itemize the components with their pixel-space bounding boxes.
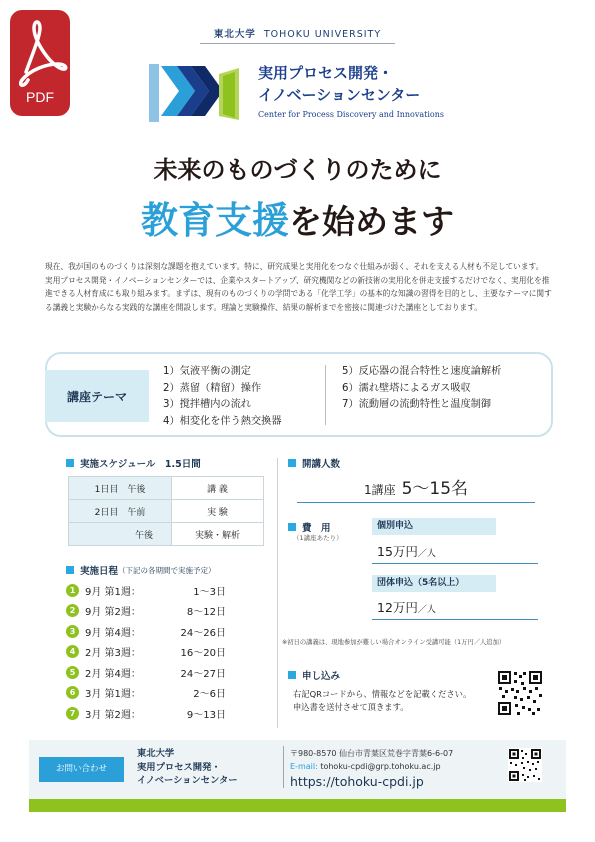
- contact-address-block: [290, 748, 453, 773]
- date-week: 2月 第3週：: [85, 648, 141, 660]
- fee-title: [288, 520, 331, 534]
- contact-email-row: [290, 761, 453, 774]
- contact-address: 〒980-8570 仙台市青葉区荒巻字青葉6-6-07: [290, 749, 454, 758]
- theme-divider: [325, 365, 326, 425]
- schedule-title: [66, 456, 201, 470]
- theme-label: 講座テーマ: [45, 370, 149, 422]
- center-name-line1: 実用プロセス開発・: [258, 64, 394, 82]
- theme-item: 2）蒸留（精留）操作: [163, 382, 262, 394]
- theme-item: 4）相変化を伴う熱交換器: [163, 415, 282, 427]
- date-week: 9月 第2週：: [85, 607, 141, 619]
- date-range: 16〜20日: [180, 648, 226, 660]
- intro-paragraph-1: 現在、我が国のものづくりは深刻な課題を抱えています。特に、研究成果と実用化をつなぐ仕組みが弱く、それを支える人材も不足しています。: [45, 262, 544, 271]
- dates-list: [66, 580, 226, 724]
- fee-underline: [372, 563, 538, 564]
- list-item: [66, 601, 226, 622]
- square-bullet-icon: [288, 459, 296, 467]
- number-badge: 4: [66, 645, 79, 658]
- capacity-title-text: 開講人数: [302, 459, 341, 470]
- table-row: [69, 523, 264, 546]
- list-item: [66, 642, 226, 663]
- fee-individual-amount: 15万円: [377, 544, 418, 559]
- list-item: [66, 621, 226, 642]
- apply-title: [288, 668, 340, 682]
- date-range: 24〜27日: [180, 668, 226, 680]
- schedule-key: 2日目 午前: [69, 500, 172, 523]
- date-week: 3月 第2週：: [85, 709, 141, 721]
- schedule-key: 1日目 午後: [69, 477, 172, 500]
- number-badge: 3: [66, 625, 79, 638]
- fee-group-price: [377, 598, 436, 616]
- footer-accent-bar: [29, 799, 566, 812]
- apply-line: 申込書を送付させて頂きます。: [293, 702, 409, 712]
- theme-item: 5）反応器の混合特性と速度論解析: [342, 366, 502, 377]
- table-row: [69, 477, 264, 500]
- headline-line2: [0, 190, 595, 244]
- date-range: 8〜12日: [186, 607, 226, 619]
- fee-individual-label: 個別申込: [372, 518, 496, 535]
- date-week: 9月 第4週：: [85, 627, 141, 639]
- fee-individual-price: [377, 542, 436, 560]
- date-week: 2月 第4週：: [85, 668, 141, 680]
- date-week: 9月 第1週：: [85, 586, 141, 598]
- contact-url[interactable]: https://tohoku-cpdi.jp: [290, 774, 424, 789]
- university-name-en: TOHOKU UNIVERSITY: [263, 29, 382, 40]
- headline-line1: 未来のものづくりのために: [153, 156, 442, 184]
- center-name-line2: イノベーションセンター: [258, 86, 421, 104]
- number-badge: 7: [66, 707, 79, 720]
- contact-email-label: E-mail:: [290, 761, 318, 771]
- university-header: [0, 26, 595, 40]
- schedule-value: 講 義: [172, 477, 264, 500]
- contact-tag: お問い合わせ: [39, 757, 124, 782]
- fee-group-unit: ／人: [417, 605, 436, 615]
- square-bullet-icon: [288, 671, 296, 679]
- schedule-value: 実験・解析: [172, 523, 264, 546]
- apply-text: [293, 688, 471, 714]
- table-row: [69, 500, 264, 523]
- capacity-value: [297, 474, 535, 503]
- headline-accent: 教育支援: [141, 199, 289, 242]
- headline-rest: を始めます: [289, 202, 454, 241]
- contact-org-line: イノベーションセンター: [137, 775, 238, 786]
- list-item: [66, 662, 226, 683]
- fee-subtitle: （1講座あたり）: [293, 534, 343, 542]
- dates-title-note: （下記の各期間で実施予定）: [118, 565, 216, 575]
- dates-title-text: 実施日程: [80, 566, 119, 577]
- center-logo-icon: [147, 58, 247, 124]
- schedule-value: 実 験: [172, 500, 264, 523]
- theme-list-2: [342, 364, 501, 414]
- theme-list-1: [163, 364, 282, 430]
- qr-code-icon[interactable]: [497, 670, 543, 716]
- schedule-title-text: 実施スケジュール 1.5日間: [80, 459, 201, 470]
- fee-group-label: 団体申込（5名以上）: [372, 575, 496, 592]
- date-range: 24〜26日: [180, 627, 226, 639]
- dates-title: [66, 563, 216, 577]
- footer-qr-code-icon[interactable]: [508, 748, 542, 782]
- square-bullet-icon: [66, 566, 74, 574]
- intro-paragraph-2: 実用プロセス開発・イノベーションセンターでは、企業やスタートアップ、研究機関などの新技術の実用化を併走支援するだけでなく、実用化を推進できる人材育成にも取り組みます。まずは、現有のものづくりの学問である「化学工学」の基本的な知識の習得を目的とし、主要なテーマに関する講義と実験からなる実践的な講座を開設します。理論と実験操作、結果の解析までを密接に関連づけた講座としております。: [45, 275, 552, 312]
- fee-underline: [372, 619, 538, 620]
- theme-item: 6）濡れ壁塔によるガス吸収: [342, 382, 471, 394]
- number-badge: 6: [66, 686, 79, 699]
- contact-org: [137, 747, 238, 788]
- fee-title-text: 費 用: [302, 523, 331, 534]
- fee-group-amount: 12万円: [377, 600, 418, 615]
- contact-divider: [283, 746, 284, 788]
- capacity-title: [288, 456, 340, 470]
- list-item: [66, 703, 226, 724]
- date-range: 2〜6日: [193, 689, 226, 701]
- contact-org-line: 実用プロセス開発・: [137, 761, 221, 773]
- contact-email[interactable]: tohoku-cpdi@grp.tohoku.ac.jp: [320, 761, 441, 771]
- date-range: 1〜3日: [193, 586, 226, 598]
- schedule-table: [68, 476, 264, 546]
- theme-item: 1）気液平衡の測定: [163, 366, 251, 377]
- capacity-number: 5〜15名: [401, 479, 469, 499]
- theme-item: 3）撹拌槽内の流れ: [163, 399, 251, 410]
- fee-note: ※初日の講義は、現地参加が難しい場合オンライン受講可能（1万円／人追加）: [282, 639, 506, 646]
- pdf-label: PDF: [26, 89, 54, 105]
- list-item: [66, 683, 226, 704]
- square-bullet-icon: [66, 459, 74, 467]
- capacity-label: 1講座: [363, 483, 396, 497]
- header-divider: [200, 43, 395, 44]
- date-week: 3月 第1週：: [85, 689, 141, 701]
- schedule-key: 午後: [69, 523, 172, 546]
- number-badge: 5: [66, 666, 79, 679]
- university-name-ja: 東北大学: [213, 29, 256, 40]
- square-bullet-icon: [288, 523, 296, 531]
- contact-org-line: 東北大学: [137, 748, 175, 759]
- apply-title-text: 申し込み: [302, 671, 341, 682]
- intro-text: [45, 260, 555, 314]
- theme-item: 7）流動層の流動特性と温度制御: [342, 399, 492, 410]
- list-item: [66, 580, 226, 601]
- fee-individual-unit: ／人: [417, 549, 436, 559]
- column-divider: [277, 458, 278, 728]
- center-name-en: Center for Process Discovery and Innovations: [258, 110, 444, 119]
- number-badge: 1: [66, 584, 79, 597]
- apply-line: 右記QRコードから、情報などを記載ください。: [293, 689, 472, 699]
- date-range: 9〜13日: [186, 709, 226, 721]
- number-badge: 2: [66, 604, 79, 617]
